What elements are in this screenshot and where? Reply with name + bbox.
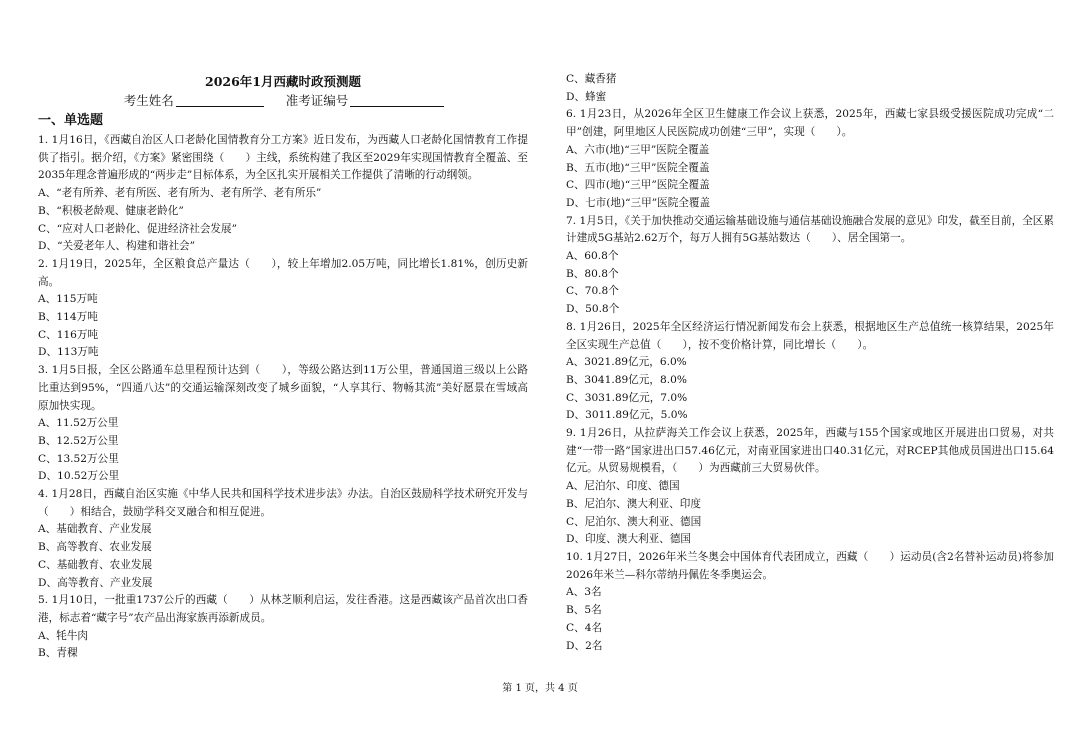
option-c: C、4名 [566,621,603,634]
option-b: B、青稞 [38,647,78,660]
question-block [38,486,528,592]
question-block [38,256,528,362]
option-a: A、11.52万公里 [38,417,119,430]
option-c: C、四市(地)“三甲”医院全覆盖 [566,179,710,192]
right-column [566,71,1054,655]
question-block [38,362,528,486]
question-block [566,213,1054,319]
option-b: B、5名 [566,604,602,617]
option-a: A、“老有所养、老有所医、老有所为、老有所学、老有所乐” [38,187,322,200]
document-title: 2026年1月西藏时政预测题 [205,74,361,89]
question-block [38,592,528,663]
question-block [566,549,1054,655]
question-block [38,132,528,256]
candidate-name-blank [176,93,264,107]
option-a: A、基础教育、产业发展 [38,523,152,536]
question-stem: 5. 1月10日，一批重1737公斤的西藏（ ）从林芝顺利启运，发往香港。这是西藏该产品首次出口香港，标志着“藏字号”农产品出海家族再添新成员。 [38,594,528,624]
option-a: A、尼泊尔、印度、德国 [566,480,680,493]
question-block [566,319,1054,425]
candidate-name-label: 考生姓名 [123,93,174,108]
option-c: C、70.8个 [566,285,619,298]
question-stem: 9. 1月26日，从拉萨海关工作会议上获悉，2025年，西藏与155个国家或地区开展进出口贸易，对共建“一带一路”国家进出口57.46亿元，对南亚国家进出口40.31亿元，对RCEP其他成员国进出口15.64亿元。从贸易规模看，（ ）为西藏前三大贸易伙伴。 [566,427,1054,475]
option-b: B、12.52万公里 [38,434,119,447]
option-c: C、尼泊尔、澳大利亚、德国 [566,515,702,528]
option-c: C、基础教育、农业发展 [38,558,153,571]
option-d: D、印度、澳大利亚、德国 [566,533,692,546]
page-footer: 第 1 页，共 4 页 [502,683,578,694]
exam-number-label: 准考证编号 [285,93,349,108]
question-stem: 3. 1月5日报，全区公路通车总里程预计达到（ ），等级公路达到11万公里，普通国道三级以上公路比重达到95%，“四通八达”的交通运输深刻改变了城乡面貌，“人享其行、物畅其流”美好愿景在雪域高原加快实现。 [38,364,528,412]
option-c: C、“应对人口老龄化、促进经济社会发展” [38,222,238,235]
option-c: C、13.52万公里 [38,452,119,465]
option-d: D、50.8个 [566,303,620,316]
question-stem: 10. 1月27日，2026年米兰冬奥会中国体育代表团成立，西藏（ ）运动员(含2名替补运动员)将参加2026年米兰—科尔蒂纳丹佩佐冬季奥运会。 [566,550,1054,581]
left-column [38,132,528,663]
option-d: D、七市(地)“三甲”医院全覆盖 [566,196,711,209]
option-b: B、五市(地)“三甲”医院全覆盖 [566,161,710,174]
question-block [566,106,1054,212]
question-stem: 8. 1月26日，2025年全区经济运行情况新闻发布会上获悉，根据地区生产总值统一核算结果，2025年全区实现生产总值（ ），按不变价格计算，同比增长（ ）。 [566,320,1054,351]
section-heading: 一、单选题 [38,113,104,128]
option-a: A、3名 [566,586,602,599]
question-stem: 1. 1月16日，《西藏自治区人口老龄化国情教育分工方案》近日发布，为西藏人口老龄化国情教育工作提供了指引。据介绍，《方案》紧密围绕（ ）主线，系统构建了我区至2029年实现国情教育全覆盖、至2035年理念普遍形成的“两步走”目标体系，为全区扎实开展相关工作提供了清晰的行动纲领。 [38,134,528,182]
option-a: A、3021.89亿元，6.0% [566,356,687,369]
option-d: D、高等教育、产业发展 [38,576,153,589]
option-c: C、116万吨 [38,328,99,341]
option-d: D、“关爱老年人、构建和谐社会” [38,240,196,253]
option-c: C、3031.89亿元，7.0% [566,391,688,404]
option-a: A、115万吨 [38,293,98,306]
question-block [566,425,1054,549]
option-d: D、10.52万公里 [38,470,120,483]
question-stem: 6. 1月23日，从2026年全区卫生健康工作会议上获悉，2025年，西藏七家县级受援医院成功完成“二甲”创建，阿里地区人民医院成功创建“三甲”，实现（ ）。 [566,108,1054,139]
exam-info-line [38,92,528,110]
option-b: B、3041.89亿元，8.0% [566,373,687,386]
option-b: B、“积极老龄观、健康老龄化” [38,204,184,217]
exam-number-blank [350,93,444,107]
question-stem: 2. 1月19日，2025年，全区粮食总产量达（ ），较上年增加2.05万吨，同比增长1.81%，创历史新高。 [38,257,528,288]
option-c: C、藏香猪 [566,73,617,85]
option-d: D、3011.89亿元，5.0% [566,409,688,422]
option-a: A、牦牛肉 [38,629,89,642]
option-d: D、2名 [566,639,603,652]
option-a: A、六市(地)“三甲”医院全覆盖 [566,143,710,156]
option-b: B、80.8个 [566,267,619,280]
option-a: A、60.8个 [566,250,619,263]
option-b: B、114万吨 [38,311,98,324]
option-d: D、113万吨 [38,346,99,359]
option-b: B、尼泊尔、澳大利亚、印度 [566,497,701,510]
option-b: B、高等教育、农业发展 [38,541,152,554]
option-d: D、蜂蜜 [566,90,607,103]
question-stem: 4. 1月28日，西藏自治区实施《中华人民共和国科学技术进步法》办法。自治区鼓励科学技术研究开发与（ ）相结合，鼓励学科交叉融合和相互促进。 [38,488,528,518]
question-stem: 7. 1月5日，《关于加快推动交通运输基础设施与通信基础设施融合发展的意见》印发，截至目前，全区累计建成5G基站2.62万个，每万人拥有5G基站数达（ ）、居全国第一。 [566,214,1054,245]
